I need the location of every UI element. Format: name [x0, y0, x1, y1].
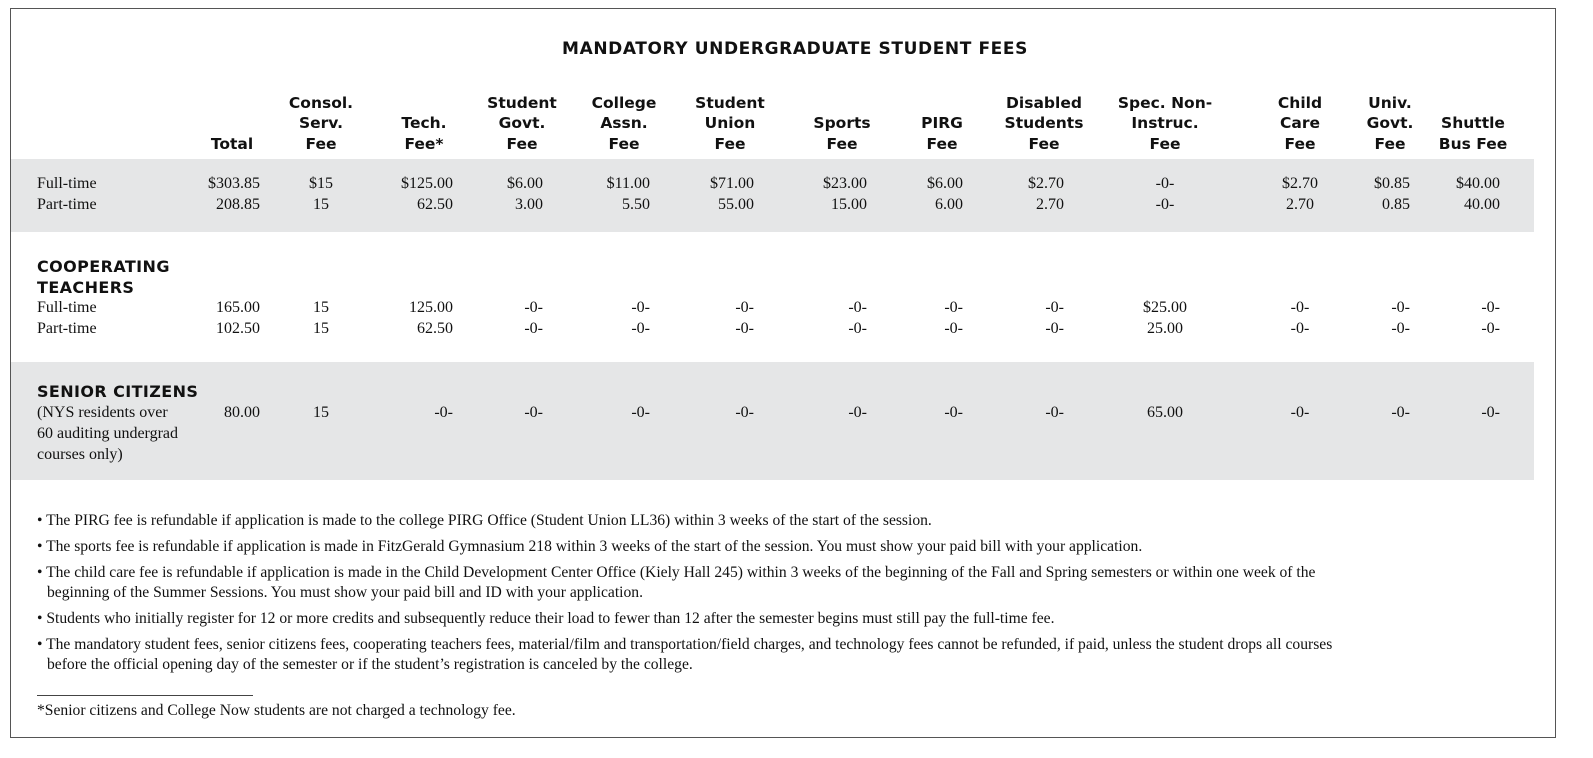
column-header [592, 90, 657, 154]
fee-cell: $71.00 [710, 175, 754, 192]
fee-cell: 2.70 [1036, 196, 1064, 213]
fee-cell: 80.00 [224, 404, 260, 421]
column-header-line: Instruc. [1131, 114, 1199, 132]
column-header-line: Child [1277, 93, 1323, 112]
column-header [813, 90, 870, 154]
notes-list [37, 511, 1337, 681]
column-header-line: Shuttle [1441, 114, 1505, 132]
fee-cell: -0- [735, 320, 754, 337]
note-item: • Students who initially register for 12 or more credits and subsequently reduce their load to fewer than 12 after the semester begins must still pay the full-time fee. [37, 610, 1055, 627]
fee-cell: 40.00 [1464, 196, 1500, 213]
fee-cell: -0- [1391, 299, 1410, 316]
cooperating-heading: COOPERATING TEACHERS [37, 257, 170, 297]
column-header-line: Fee [506, 134, 538, 153]
fee-cell: -0- [1481, 320, 1500, 337]
fee-cell: 15.00 [831, 196, 867, 213]
column-header-line: Union [704, 114, 756, 132]
fee-cell: -0- [1290, 320, 1310, 337]
fee-cell: 3.00 [515, 196, 543, 213]
fee-cell: -0- [1045, 404, 1064, 421]
fee-cell: $2.70 [1282, 175, 1318, 192]
fee-cell: -0- [848, 320, 867, 337]
fee-cell: -0- [524, 404, 543, 421]
fee-cell: -0- [848, 404, 867, 421]
column-header-line: Sports [813, 114, 871, 132]
column-header [1278, 90, 1322, 154]
fee-cell: -0- [524, 299, 543, 316]
fee-cell: -0- [434, 404, 453, 421]
fee-cell: -0- [735, 404, 754, 421]
column-header-line: Spec. Non- [1117, 93, 1213, 112]
fee-cell: -0- [1391, 320, 1410, 337]
fee-cell: -0- [944, 404, 963, 421]
footnote-divider [37, 695, 253, 696]
fee-cell: -0- [524, 320, 543, 337]
column-header [921, 90, 963, 154]
fee-cell: 15 [313, 320, 329, 337]
column-header-line: Care [1279, 114, 1320, 132]
column-header-line: Govt. [1366, 114, 1414, 132]
fee-cell: 62.50 [417, 196, 453, 213]
fee-cell: -0- [631, 320, 650, 337]
column-header-line: Consol. [288, 93, 354, 112]
column-header-line: Serv. [298, 114, 344, 132]
note-item: • The sports fee is refundable if application is made in FitzGerald Gymnasium 218 within 3 weeks of the start of the session. You must show your paid bill with your application. [37, 538, 1143, 555]
note-item: • The mandatory student fees, senior citizens fees, cooperating teachers fees, material/film and transportation/field charges, and technology fees cannot be refunded, if paid, unless the student drops all courses before the official opening day of the semester or if the student’s registration is canceled by the college. [37, 636, 1333, 673]
column-header-line: Fee [608, 134, 640, 153]
fee-cell: -0- [1045, 320, 1064, 337]
column-header-line: Fee [1374, 134, 1406, 153]
fee-cell: -0- [1391, 404, 1410, 421]
column-header [289, 90, 353, 154]
column-header [1118, 90, 1212, 154]
fee-cell: -0- [944, 320, 963, 337]
column-header [211, 90, 253, 154]
fee-cell: -0- [1481, 299, 1500, 316]
fee-cell: 15 [313, 299, 329, 316]
fee-cell: -0- [1481, 404, 1500, 421]
note-item: • The child care fee is refundable if application is made in the Child Development Center Office (Kiely Hall 245) within 3 weeks of the beginning of the Fall and Spring semesters or within one week of the beginning of the Summer Sessions. You must show your paid bill and ID with your application. [37, 564, 1316, 601]
fee-cell: $40.00 [1456, 175, 1500, 192]
fee-cell: 0.85 [1382, 196, 1410, 213]
fee-cell: -0- [631, 299, 650, 316]
fee-cell: -0- [1290, 299, 1310, 316]
column-header-line: Fee [305, 134, 337, 153]
column-header-line: Fee [926, 134, 958, 153]
column-header-line: Student [695, 93, 765, 112]
column-header [401, 90, 446, 154]
row-label: Full-time [37, 299, 97, 316]
fee-cell: -0- [1290, 404, 1310, 421]
column-header-line: Disabled [1006, 93, 1082, 112]
fee-cell: 65.00 [1147, 404, 1183, 421]
fee-cell: $23.00 [823, 175, 867, 192]
fee-cell: -0- [735, 299, 754, 316]
column-header-line: Total [210, 134, 254, 153]
fee-cell: -0- [1045, 299, 1064, 316]
seniors-sublabel: (NYS residents over 60 auditing undergrad courses only) [37, 404, 179, 463]
column-header-line: Fee* [404, 134, 444, 153]
fee-cell: $25.00 [1143, 299, 1187, 316]
fee-cell: $15 [309, 175, 333, 192]
fee-cell: 55.00 [718, 196, 754, 213]
column-header-line: Tech. [401, 114, 447, 132]
fee-cell: 6.00 [935, 196, 963, 213]
row-label: Part-time [37, 196, 97, 213]
fee-cell: -0- [944, 299, 963, 316]
column-header-line: Univ. [1368, 93, 1412, 112]
column-header-line: Govt. [498, 114, 546, 132]
fee-cell: 5.50 [622, 196, 650, 213]
fee-cell: 15 [313, 404, 329, 421]
fee-cell: 62.50 [417, 320, 453, 337]
seniors-heading: SENIOR CITIZENS [37, 382, 199, 401]
footnote: *Senior citizens and College Now students are not charged a technology fee. [37, 702, 516, 719]
fee-cell: 15 [313, 196, 329, 213]
fee-cell: $6.00 [927, 175, 963, 192]
note-item: • The PIRG fee is refundable if application is made to the college PIRG Office (Student Union LL36) within 3 weeks of the start of the session. [37, 512, 932, 529]
column-header [487, 90, 557, 154]
column-header [695, 90, 765, 154]
row-label: Full-time [37, 175, 97, 192]
fee-cell: $2.70 [1028, 175, 1064, 192]
fee-cell: $303.85 [208, 175, 260, 192]
row-label: Part-time [37, 320, 97, 337]
fee-cell: $0.85 [1374, 175, 1410, 192]
column-header [1367, 90, 1414, 154]
column-header-line: Assn. [600, 114, 648, 132]
fee-cell: 165.00 [216, 299, 260, 316]
column-header-line: College [591, 93, 657, 112]
page-title: MANDATORY UNDERGRADUATE STUDENT FEES [562, 39, 1028, 59]
fee-cell: -0- [631, 404, 650, 421]
column-header-line: Fee [714, 134, 746, 153]
fee-cell: 102.50 [216, 320, 260, 337]
column-header-line: PIRG [921, 114, 963, 132]
column-header-line: Fee [1028, 134, 1060, 153]
fee-cell: -0- [1155, 175, 1175, 192]
fee-cell: $125.00 [401, 175, 453, 192]
column-header-line: Bus Fee [1438, 134, 1508, 153]
fee-cell: -0- [848, 299, 867, 316]
fee-cell: 2.70 [1286, 196, 1314, 213]
column-header-line: Fee [826, 134, 858, 153]
column-header-line: Student [487, 93, 557, 112]
column-header-line: Fee [1149, 134, 1181, 153]
fee-cell: 25.00 [1147, 320, 1183, 337]
fee-cell: $11.00 [606, 175, 650, 192]
fee-cell: 125.00 [409, 299, 453, 316]
fee-cell: 208.85 [216, 196, 260, 213]
column-header [1005, 90, 1084, 154]
column-header [1439, 90, 1507, 154]
fee-cell: $6.00 [507, 175, 543, 192]
fee-cell: -0- [1155, 196, 1175, 213]
column-header-line: Students [1004, 114, 1084, 132]
column-header-line: Fee [1284, 134, 1316, 153]
